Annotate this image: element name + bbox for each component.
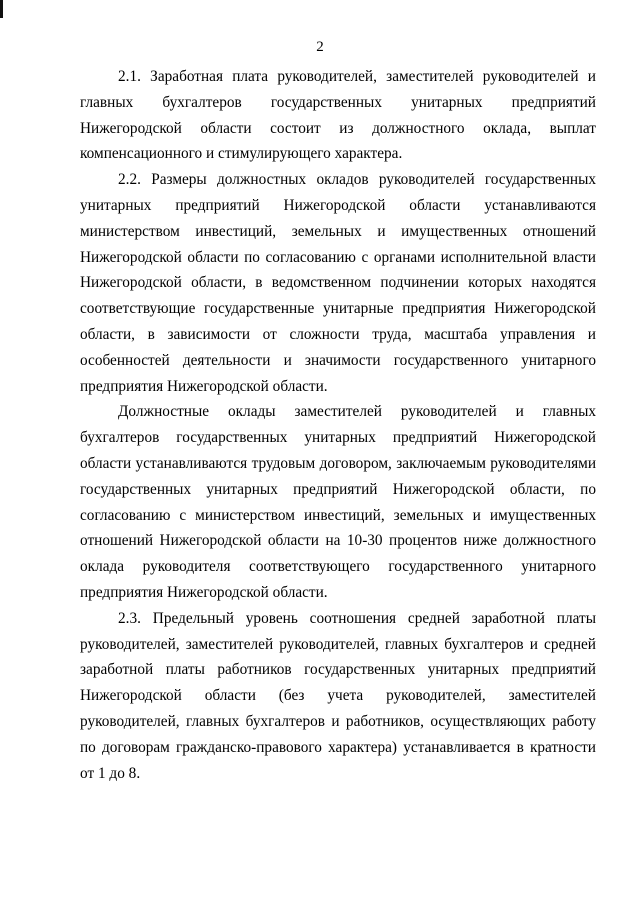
page-number: 2 <box>316 39 324 55</box>
document-body <box>80 64 596 786</box>
paragraph-2-3: 2.3. Предельный уровень соотношения средней заработной платы руководителей, заместителей руководителей, главных бухгалтеров и средней заработной платы работников государственных унитарных предприятий Нижегородской области (без учета руководителей, заместителей руководителей, главных бухгалтеров и работников, осуществляющих работу по договорам гражданско-правового характера) устанавливается в кратности от 1 до 8. <box>80 609 596 782</box>
paragraph-2-2: 2.2. Размеры должностных окладов руководителей государственных унитарных предприятий Нижегородской области устанавливаются министерством инвестиций, земельных и имущественных отношений Нижегородской области по согласованию с органами исполнительной власти Нижегородской области, в ведомственном подчинении которых находятся соответствующие государственные унитарные предприятия Нижегородской области, в зависимости от сложности труда, масштаба управления и особенностей деятельности и значимости государственного унитарного предприятия Нижегородской области. <box>80 171 596 395</box>
scan-edge-mark <box>0 0 3 18</box>
paragraph-2-1: 2.1. Заработная плата руководителей, заместителей руководителей и главных бухгалтеров государственных унитарных предприятий Нижегородской области состоит из должностного оклада, выплат компенсационного и стимулирующего характера. <box>80 68 596 163</box>
paragraph-2-2-continued: Должностные оклады заместителей руководителей и главных бухгалтеров государственных унитарных предприятий Нижегородской области устанавливаются трудовым договором, заключаемым руководителями государственных унитарных предприятий Нижегородской области, по согласованию с министерством инвестиций, земельных и имущественных отношений Нижегородской области на 10-30 процентов ниже должностного оклада руководителя соответствующего государственного унитарного предприятия Нижегородской области. <box>80 403 596 601</box>
